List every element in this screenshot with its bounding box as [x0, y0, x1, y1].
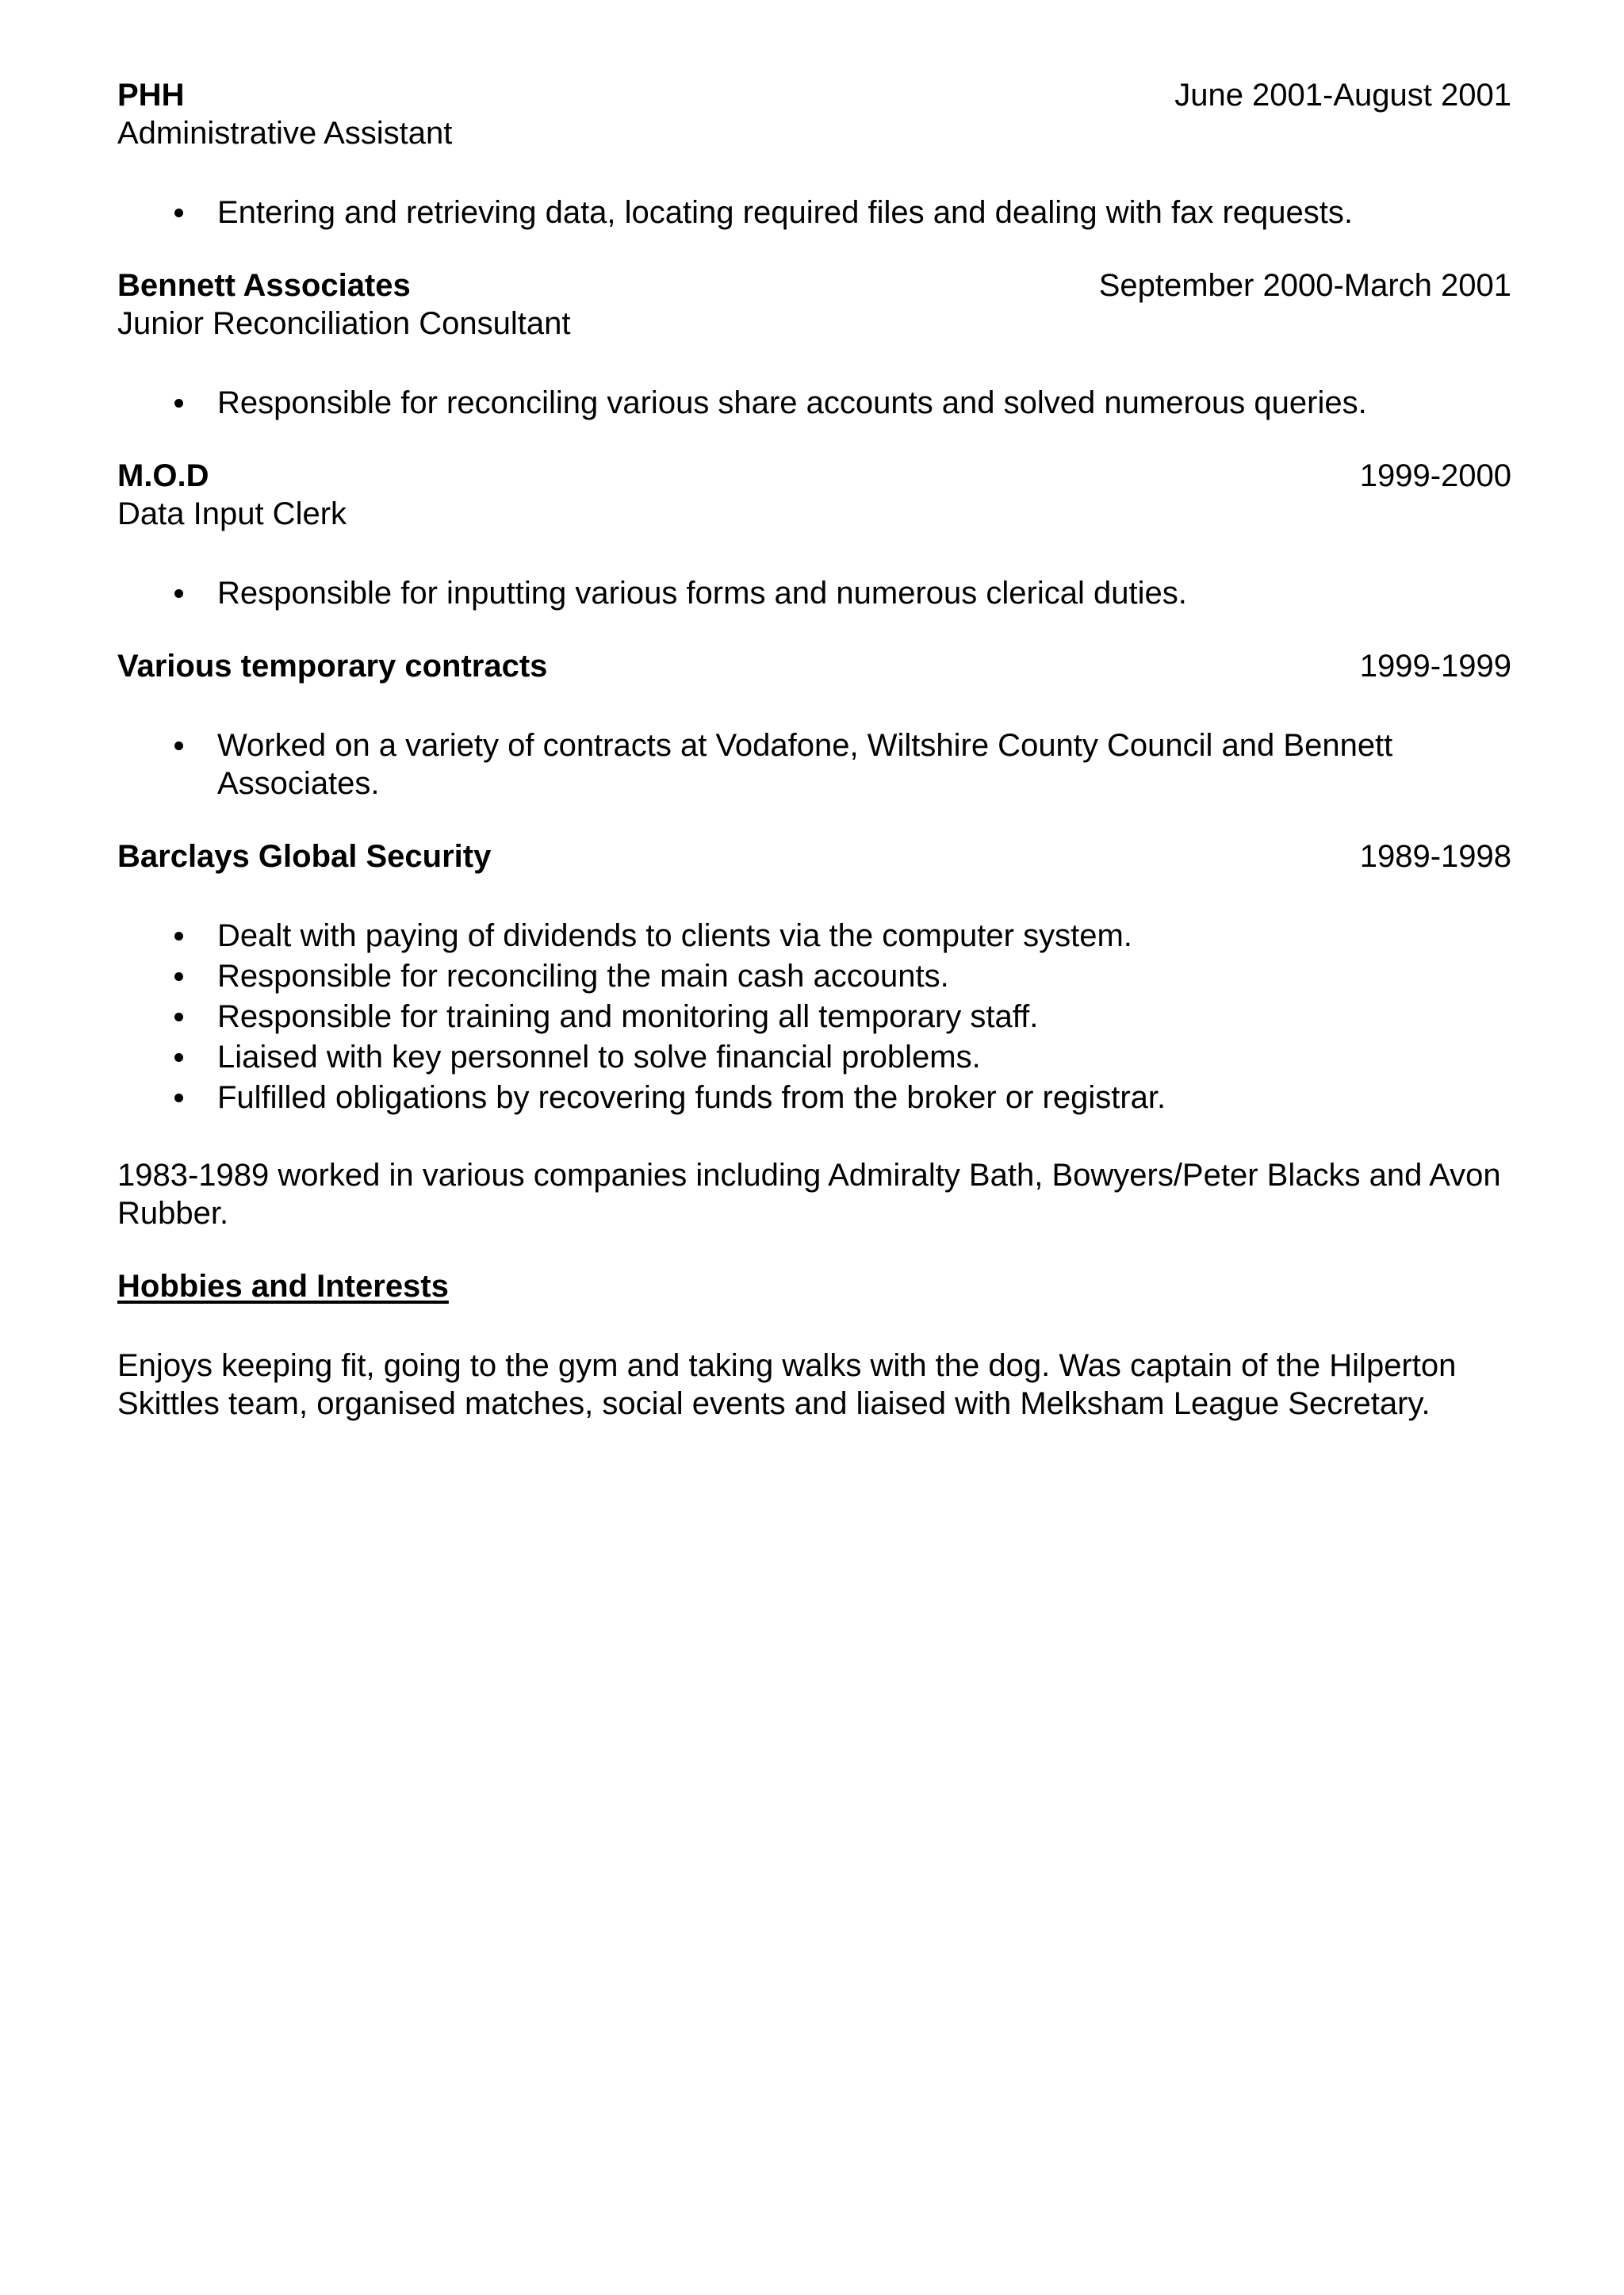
- duties-list: [117, 574, 1511, 612]
- duty-item: Liaised with key personnel to solve financial problems.: [117, 1038, 1511, 1076]
- job-entry-mod: [117, 457, 1511, 612]
- duty-item: Dealt with paying of dividends to clients via the computer system.: [117, 917, 1511, 955]
- job-entry-barclays: [117, 837, 1511, 1117]
- job-header: [117, 647, 1511, 685]
- bullet-icon: [174, 1094, 183, 1102]
- bullet-icon: [174, 399, 183, 408]
- bullet-icon: [174, 932, 183, 941]
- job-dates: September 2000-March 2001: [1098, 268, 1511, 303]
- job-dates: 1999-1999: [1359, 649, 1511, 684]
- job-header: [117, 457, 1511, 495]
- duty-item: Responsible for reconciling the main cash accounts.: [117, 957, 1511, 995]
- duties-list: [117, 384, 1511, 422]
- bullet-icon: [174, 589, 183, 598]
- company-name: Various temporary contracts: [117, 649, 548, 684]
- job-role: Administrative Assistant: [117, 116, 453, 151]
- job-dates: 1989-1998: [1359, 839, 1511, 874]
- job-header: [117, 76, 1511, 114]
- duty-item: Responsible for training and monitoring all temporary staff.: [117, 998, 1511, 1036]
- hobbies-heading: Hobbies and Interests: [117, 1269, 449, 1304]
- job-entry-phh: [117, 76, 1511, 232]
- company-name: Bennett Associates: [117, 268, 411, 303]
- job-entry-temporary-contracts: [117, 647, 1511, 803]
- bullet-icon: [174, 972, 183, 981]
- job-role: Junior Reconciliation Consultant: [117, 306, 571, 341]
- duty-item: Entering and retrieving data, locating required files and dealing with fax requests.: [117, 193, 1511, 232]
- job-role: Data Input Clerk: [117, 496, 347, 531]
- bullet-icon: [174, 209, 183, 217]
- duties-list: [117, 917, 1511, 1117]
- job-entry-bennett-associates: [117, 266, 1511, 422]
- bullet-icon: [174, 741, 183, 750]
- company-name: M.O.D: [117, 458, 209, 493]
- duty-item: Responsible for reconciling various share accounts and solved numerous queries.: [117, 384, 1511, 422]
- duty-item: Fulfilled obligations by recovering funds from the broker or registrar.: [117, 1079, 1511, 1117]
- job-header: [117, 266, 1511, 305]
- duties-list: [117, 726, 1511, 803]
- duty-item: Worked on a variety of contracts at Vodafone, Wiltshire County Council and Bennett Associates.: [117, 726, 1511, 803]
- earlier-work-paragraph: 1983-1989 worked in various companies including Admiralty Bath, Bowyers/Peter Blacks and Avon Rubber.: [117, 1158, 1501, 1231]
- hobbies-paragraph: Enjoys keeping fit, going to the gym and taking walks with the dog. Was captain of the Hilperton Skittles team, organised matches, social events and liaised with Melksham League Secretary.: [117, 1348, 1457, 1421]
- bullet-icon: [174, 1053, 183, 1062]
- job-header: [117, 837, 1511, 875]
- company-name: Barclays Global Security: [117, 839, 492, 874]
- cv-page: [117, 76, 1511, 1423]
- company-name: PHH: [117, 78, 185, 113]
- job-dates: 1999-2000: [1359, 458, 1511, 493]
- bullet-icon: [174, 1013, 183, 1021]
- duty-item: Responsible for inputting various forms and numerous clerical duties.: [117, 574, 1511, 612]
- duties-list: [117, 193, 1511, 232]
- job-dates: June 2001-August 2001: [1174, 78, 1511, 113]
